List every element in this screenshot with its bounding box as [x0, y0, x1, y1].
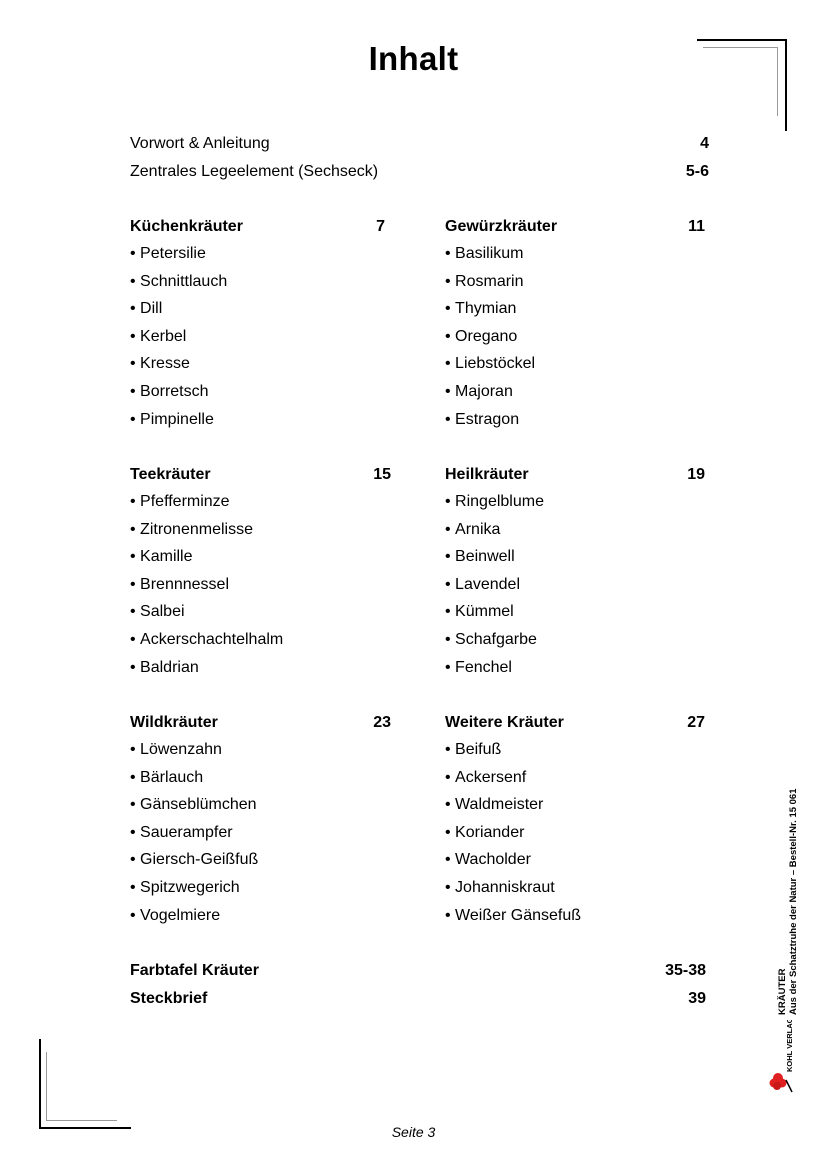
section-item-list: [130, 244, 227, 437]
side-imprint-subtitle: Aus der Schatztruhe der Natur – Bestell-Nr. 15 061: [788, 788, 799, 1015]
toc-entry-zentrales-legeelement: [130, 162, 378, 182]
section-heading: Wildkräuter: [130, 714, 218, 731]
list-item: • Thymian: [445, 299, 535, 327]
section-page: 19: [687, 466, 705, 483]
toc-entry-farbtafel: Farbtafel Kräuter: [130, 962, 259, 979]
list-item: • Petersilie: [130, 244, 227, 272]
page-number: Seite 3: [391, 1124, 436, 1140]
list-item: • Fenchel: [445, 658, 544, 686]
tree-icon: [768, 1020, 798, 1094]
list-item: • Beifuß: [445, 740, 581, 768]
section-item-list: [445, 244, 535, 437]
list-item: • Koriander: [445, 823, 581, 851]
list-item: • Basilikum: [445, 244, 535, 272]
list-item: • Spitzwegerich: [130, 878, 258, 906]
list-item: • Rosmarin: [445, 272, 535, 300]
section-heading: Gewürzkräuter: [445, 218, 558, 235]
toc-entry-page: 5-6: [685, 163, 709, 180]
list-item: • Vogelmiere: [130, 906, 258, 934]
side-imprint-title: KRÄUTER: [777, 968, 788, 1015]
list-item: • Brennnessel: [130, 575, 283, 603]
section-item-list: [130, 740, 258, 933]
list-item: • Borretsch: [130, 382, 227, 410]
section-page: 7: [376, 218, 385, 235]
list-item: • Giersch-Geißfuß: [130, 850, 258, 878]
list-item: • Kamille: [130, 547, 283, 575]
section-heading: Teekräuter: [130, 466, 211, 483]
toc-entry-label: Vorwort & Anleitung: [130, 135, 270, 152]
list-item: • Bärlauch: [130, 768, 258, 796]
list-item: • Baldrian: [130, 658, 283, 686]
list-item: • Löwenzahn: [130, 740, 258, 768]
toc-entry-page: 4: [700, 135, 709, 152]
list-item: • Lavendel: [445, 575, 544, 603]
section-page: 11: [688, 218, 705, 235]
publisher-logo: [768, 1020, 798, 1094]
list-item: • Kümmel: [445, 602, 544, 630]
section-item-list: [445, 740, 581, 933]
section-item-list: [445, 492, 544, 685]
list-item: • Schnittlauch: [130, 272, 227, 300]
publisher-name: KOHL VERLAG: [785, 1020, 794, 1072]
list-item: • Beinwell: [445, 547, 544, 575]
list-item: • Arnika: [445, 520, 544, 548]
section-item-list: [130, 492, 283, 685]
list-item: • Sauerampfer: [130, 823, 258, 851]
list-item: • Oregano: [445, 327, 535, 355]
corner-frame-bottom-left-inner: [46, 1052, 117, 1121]
list-item: • Schafgarbe: [445, 630, 544, 658]
list-item: • Kerbel: [130, 327, 227, 355]
list-item: • Ackerschachtelhalm: [130, 630, 283, 658]
toc-entry-page: 35-38: [665, 962, 706, 979]
list-item: • Johanniskraut: [445, 878, 581, 906]
page-title: Inhalt: [368, 40, 459, 77]
list-item: • Wacholder: [445, 850, 581, 878]
toc-entry-steckbrief: Steckbrief: [130, 990, 208, 1007]
section-heading: Heilkräuter: [445, 466, 529, 483]
list-item: • Salbei: [130, 602, 283, 630]
list-item: • Ringelblume: [445, 492, 544, 520]
section-page: 23: [373, 714, 391, 731]
section-page: 27: [687, 714, 705, 731]
section-heading: Weitere Kräuter: [445, 714, 564, 731]
toc-entry-label: Zentrales Legeelement (Sechseck): [130, 163, 379, 180]
toc-entry-vorwort: [130, 134, 270, 154]
list-item: • Dill: [130, 299, 227, 327]
list-item: • Pimpinelle: [130, 410, 227, 438]
list-item: • Zitronenmelisse: [130, 520, 283, 548]
list-item: • Kresse: [130, 354, 227, 382]
list-item: • Gänseblümchen: [130, 795, 258, 823]
list-item: • Weißer Gänsefuß: [445, 906, 581, 934]
list-item: • Pfefferminze: [130, 492, 283, 520]
list-item: • Majoran: [445, 382, 535, 410]
list-item: • Ackersenf: [445, 768, 581, 796]
toc-entry-page: 39: [688, 990, 706, 1007]
section-page: 15: [373, 466, 391, 483]
list-item: • Liebstöckel: [445, 354, 535, 382]
list-item: • Waldmeister: [445, 795, 581, 823]
section-heading: Küchenkräuter: [130, 218, 243, 235]
side-imprint: [777, 755, 799, 1015]
list-item: • Estragon: [445, 410, 535, 438]
